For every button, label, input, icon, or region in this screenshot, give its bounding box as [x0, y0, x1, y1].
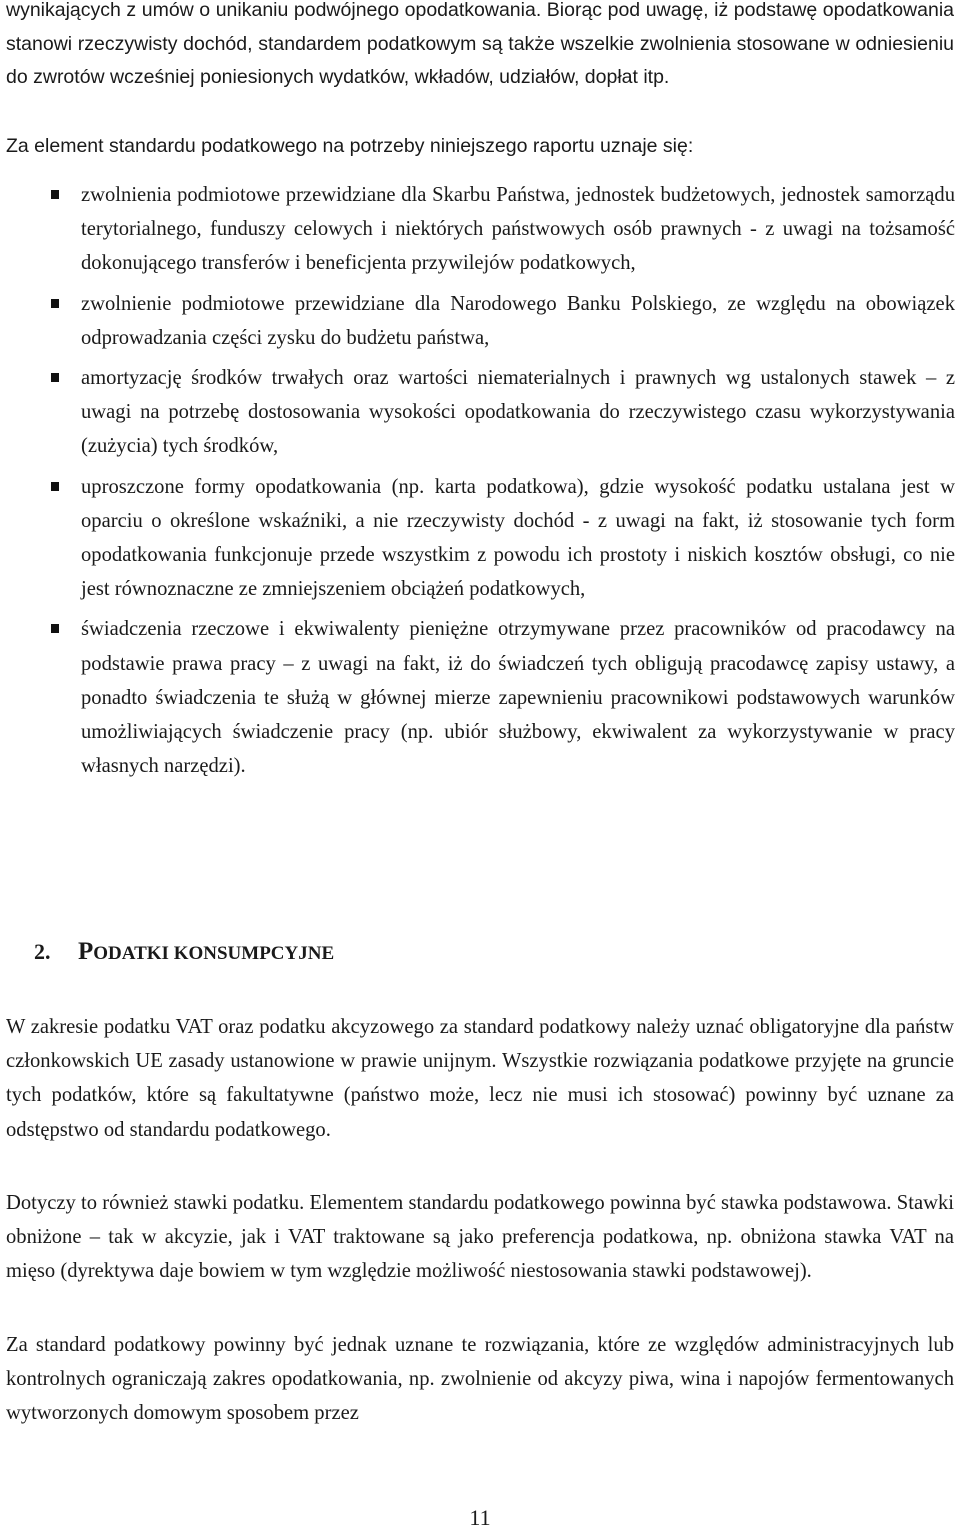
page-number: 11 [469, 1505, 491, 1530]
list-item-text: zwolnienie podmiotowe przewidziane dla Narodowego Banku Polskiego, ze względu na obowiązek odprowadzania części zysku do budżetu państwa, [81, 292, 955, 349]
square-bullet-icon [51, 299, 59, 308]
section-title-initial: P [78, 938, 94, 965]
section-heading [34, 935, 334, 971]
list-item [0, 287, 955, 355]
list-item-text: świadczenia rzeczowe i ekwiwalenty pieniężne otrzymywane przez pracowników od pracodawcy na podstawie prawa pracy – z uwagi na fakt, iż do świadczeń tych obligują pracodawcę zapisy ustawy, a ponadto świadczenia te służą w głównej mierze zapewnieniu pracownikowi podstawowych warunków umożliwiających świadczenie pracy (np. ubiór służbowy, ekwiwalent za wykorzystywanie w pracy własnych narzędzi). [81, 618, 955, 778]
vat-excise-paragraph: W zakresie podatku VAT oraz podatku akcyzowego za standard podatkowy należy uznać obligatoryjne dla państw członkowskich UE zasady ustanowione w prawie unijnym. Wszystkie rozwiązania podatkowe przyjęte na gruncie tych podatków, które są fakultatywne (państwo może, lecz nie musi ich stosować) powinny być uznane za odstępstwo od standardu podatkowego. [6, 1016, 954, 1141]
list-item-text: uproszczone formy opodatkowania (np. karta podatkowa), gdzie wysokość podatku ustalana jest w oparciu o określone wskaźniki, a nie rzeczywisty dochód - z uwagi na fakt, iż stosowanie tych form opodatkowania funkcjonuje przede wszystkim z powodu ich prostoty i niskich kosztów obsługi, co nie jest równoznaczne ze zmniejszeniem obciążeń podatkowych, [81, 475, 955, 601]
section-number: 2. [34, 939, 51, 964]
square-bullet-icon [51, 190, 59, 199]
standard-elements-lead: Za element standardu podatkowego na potrzeby niniejszego raportu uznaje się: [6, 135, 694, 157]
list-item [0, 178, 955, 281]
standard-elements-list [0, 178, 960, 783]
square-bullet-icon [51, 373, 59, 382]
list-item-text: zwolnienia podmiotowe przewidziane dla Skarbu Państwa, jednostek budżetowych, jednostek samorządu terytorialnego, funduszy celowych i niektórych państwowych osób prawnych - z uwagi na tożsamość dokonującego transferów i beneficjenta przywilejów podatkowych, [81, 184, 955, 275]
list-item [0, 361, 955, 464]
square-bullet-icon [51, 624, 59, 633]
list-item-text: amortyzację środków trwałych oraz wartości niematerialnych i prawnych wg ustalonych stawek – z uwagi na potrzebę dostosowania wysokości opodatkowania do rzeczywistego czasu wykorzystywania (zużycia) tych środków, [81, 367, 955, 458]
tax-rate-paragraph: Dotyczy to również stawki podatku. Elementem standardu podatkowego powinna być stawka podstawowa. Stawki obniżone – tak w akcyzie, jak i VAT traktowane są jako preferencja podatkowa, np. obniżona stawka VAT na mięso (dyrektywa daje bowiem w tym względzie możliwość niestosowania stawki podstawowej). [6, 1192, 954, 1283]
section-title: ODATKI KONSUMPCYJNE [93, 943, 335, 964]
list-item [0, 470, 955, 607]
square-bullet-icon [51, 482, 59, 491]
list-item [0, 612, 955, 783]
intro-paragraph: wynikających z umów o unikaniu podwójnego opodatkowania. Biorąc pod uwagę, iż podstawę opodatkowania stanowi rzeczywisty dochód, standardem podatkowym są także wszelkie zwolnienia stosowane w odniesieniu do zwrotów wcześniej poniesionych wydatków, wkładów, udziałów, dopłat itp. [6, 0, 954, 88]
administrative-paragraph: Za standard podatkowy powinny być jednak uznane te rozwiązania, które ze względów administracyjnych lub kontrolnych ograniczają zakres opodatkowania, np. zwolnienie od akcyzy piwa, wina i napojów fermentowanych wytworzonych domowym sposobem przez [6, 1334, 954, 1425]
